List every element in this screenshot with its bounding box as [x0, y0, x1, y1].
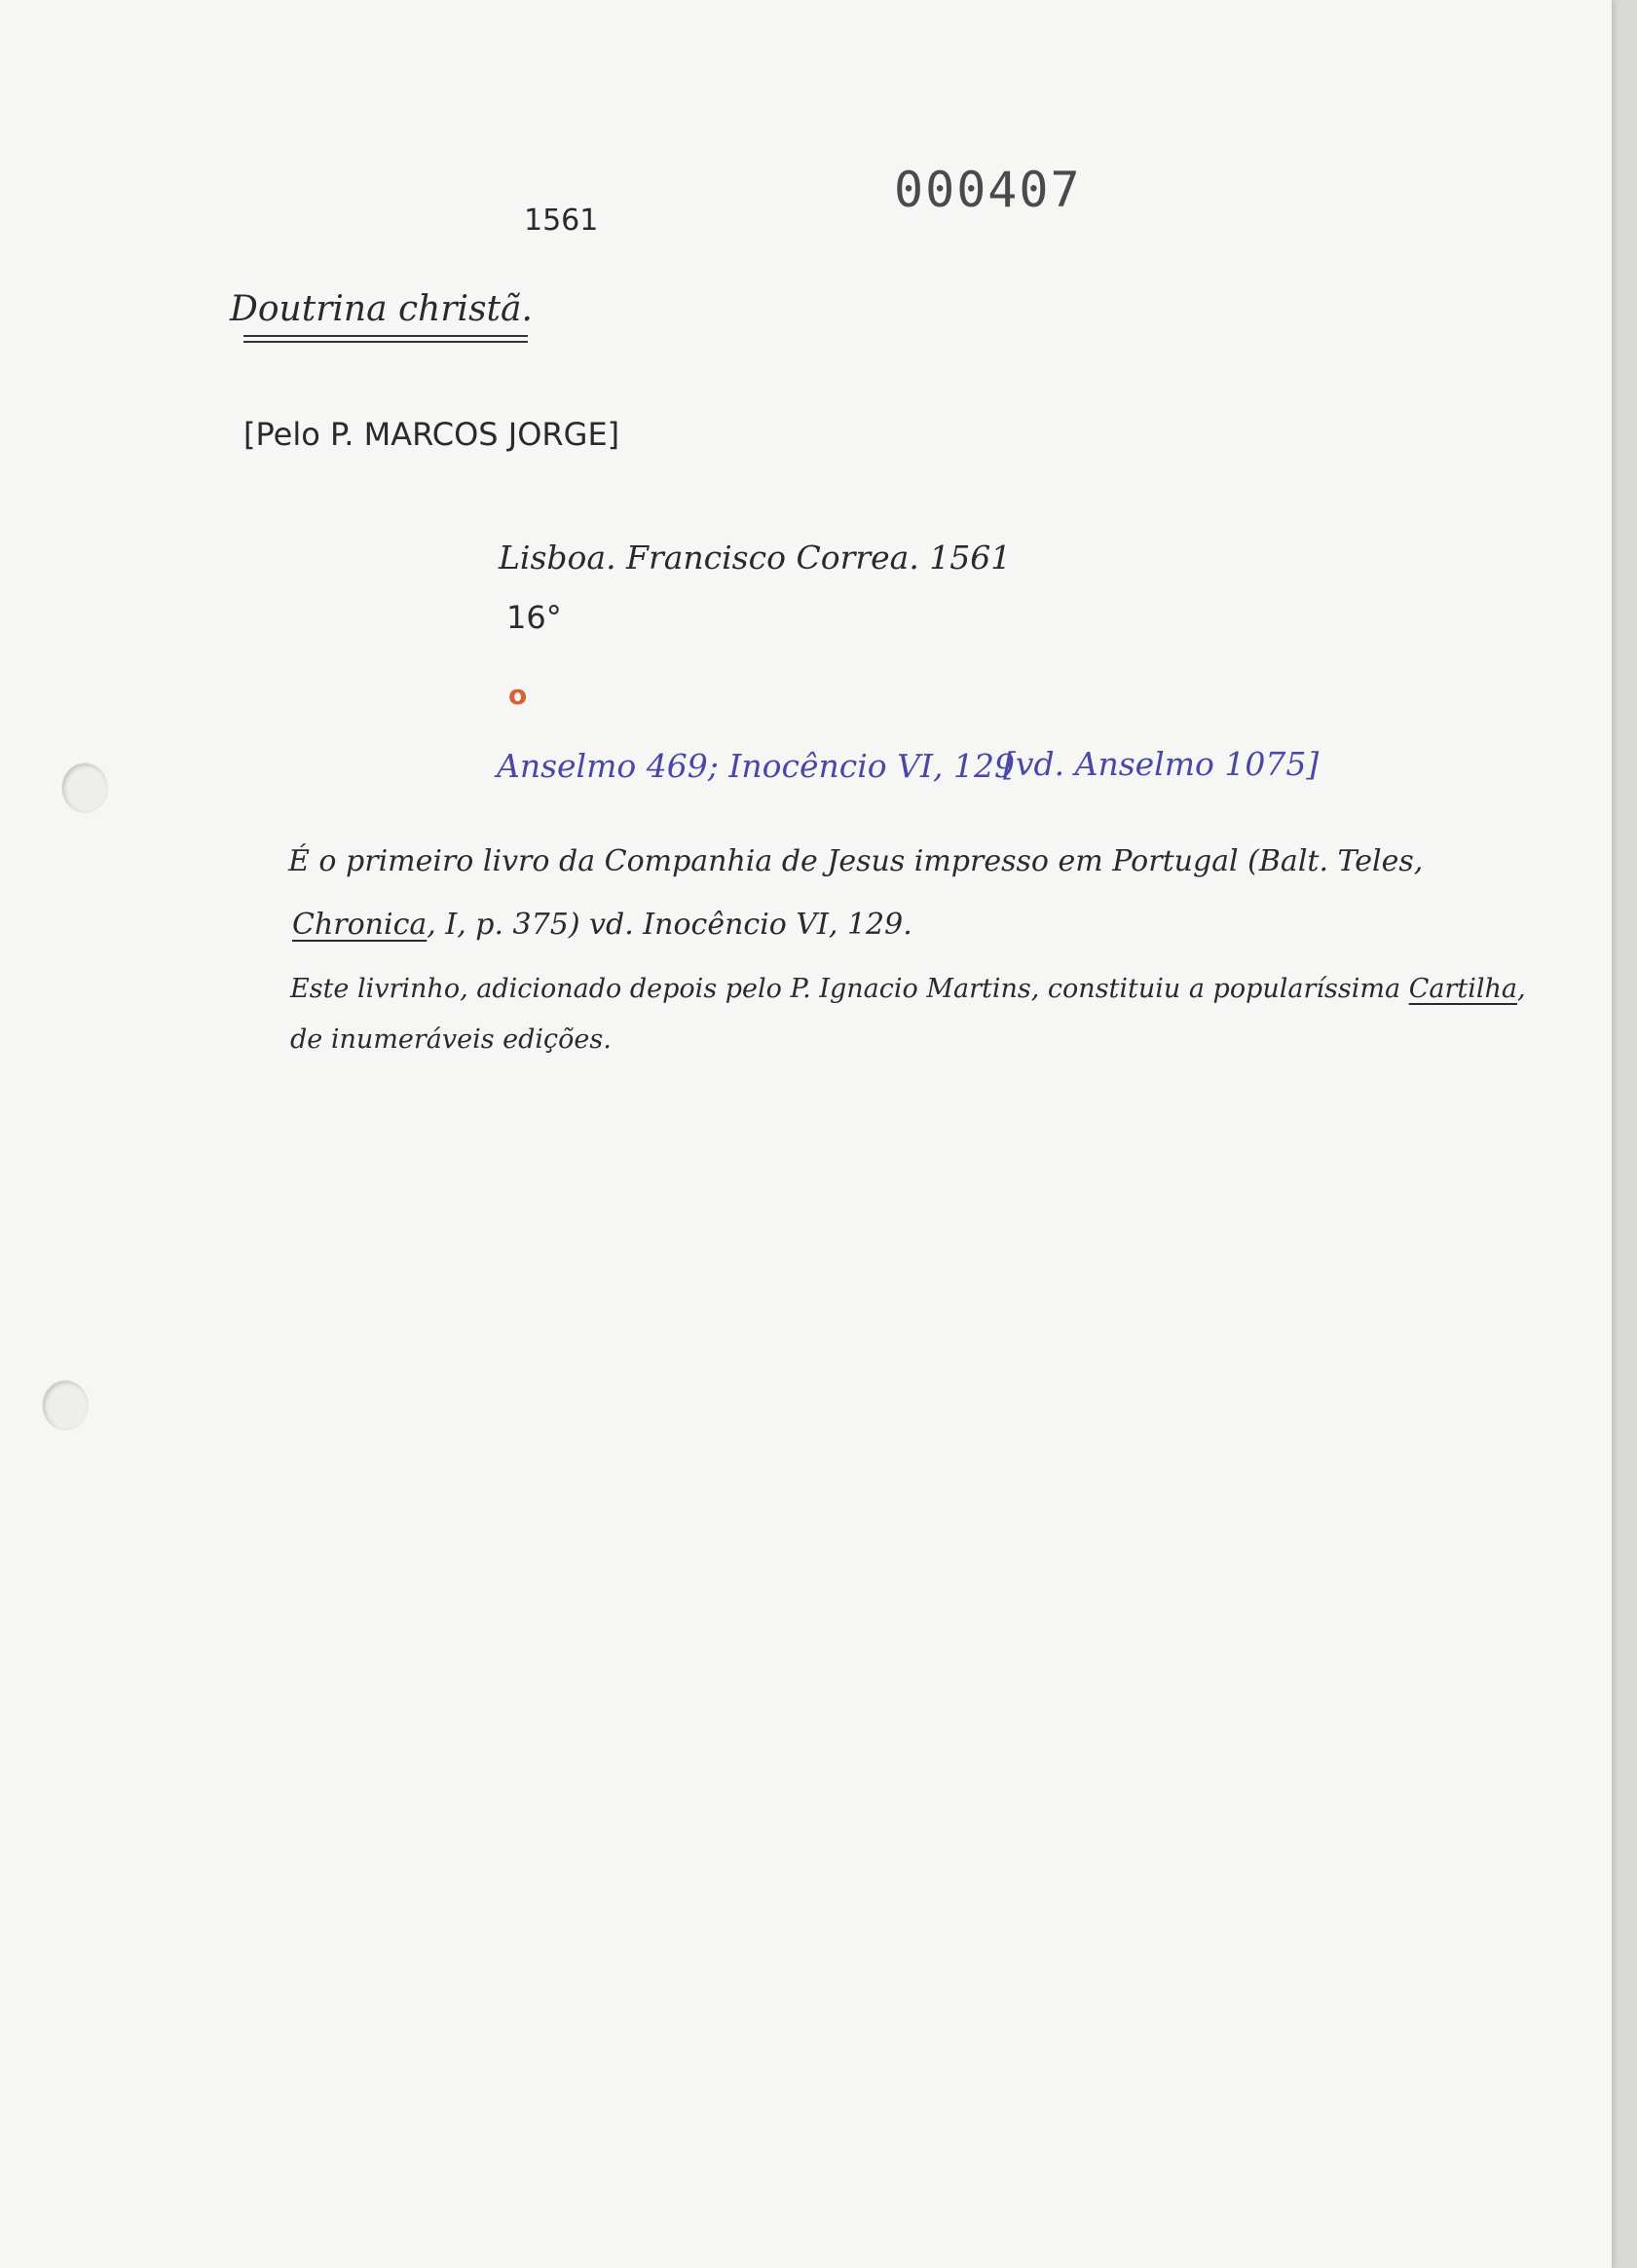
imprint: Lisboa. Francisco Correa. 1561: [499, 539, 1012, 576]
note2-line1: [290, 976, 1526, 1002]
title-underline-1: [243, 335, 528, 337]
red-circle-mark: o: [508, 679, 528, 711]
format: 16°: [506, 599, 562, 636]
chronica-title: Chronica: [292, 908, 428, 942]
author: [Pelo P. MARCOS JORGE]: [243, 416, 620, 453]
title-underline-2: [243, 341, 528, 343]
cartilha-title: Cartilha: [1408, 974, 1517, 1004]
references: Anselmo 469; Inocêncio VI, 129: [497, 747, 1015, 785]
note2-line2: de inumeráveis edições.: [290, 1024, 612, 1055]
year-header: 1561: [524, 204, 599, 238]
punch-hole-upper: [62, 763, 107, 812]
note1-line2: [292, 908, 912, 942]
note1-line2-rest: , I, p. 375) vd. Inocêncio VI, 129.: [427, 908, 912, 942]
references-bracket: [vd. Anselmo 1075]: [1003, 745, 1320, 783]
note1-line1: É o primeiro livro da Companhia de Jesus impresso em Portugal (Balt. Teles,: [288, 844, 1424, 878]
note2-line1-before: Este livrinho, adicionado depois pelo P. Ignacio Martins, constituiu a popularíssima: [290, 974, 1401, 1004]
stamp-number: 000407: [894, 162, 1082, 218]
title: Doutrina christã.: [230, 289, 533, 329]
punch-hole-lower: [43, 1381, 88, 1430]
note2-line1-after: ,: [1516, 974, 1526, 1004]
